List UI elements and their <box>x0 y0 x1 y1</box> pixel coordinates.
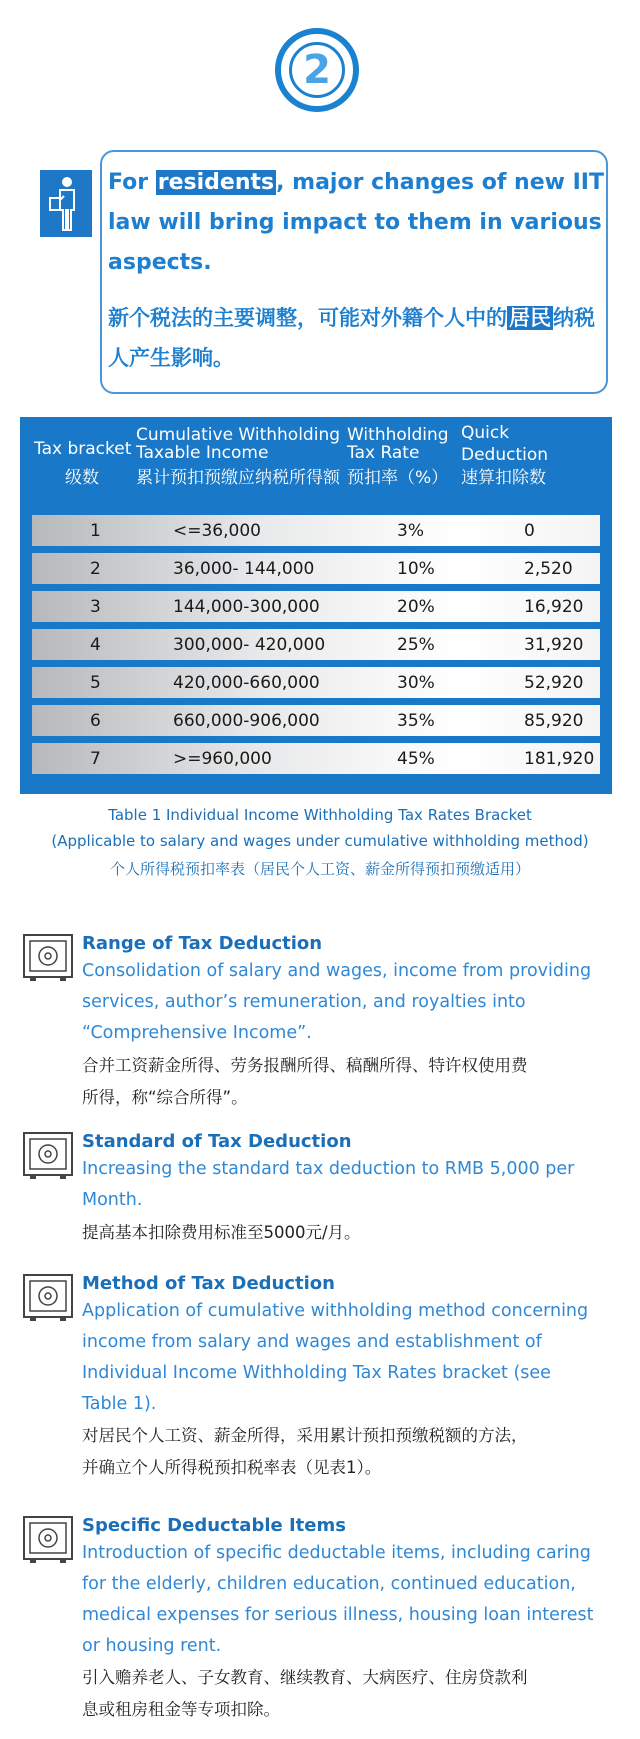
section-body-zh: 合并工资薪金所得、劳务报酬所得、稿酬所得、特许权使用费 所得，称“综合所得”。 <box>82 1056 528 1107</box>
section-title: Method of Tax Deduction <box>82 1273 335 1294</box>
safe-icon <box>22 1515 78 1565</box>
table-row: 4 300,000- 420,000 25% 31,920 <box>32 629 600 660</box>
header-income-en-1: Cumulative Withholding <box>136 425 341 445</box>
intro-english: For residents, major changes of new IIT law will bring impact to them in various aspects. <box>108 170 604 275</box>
section-body-en: Application of cumulative withholding method concerning income from salary and wages and establishment of Individual Income Withholding Tax Rates bracket (see Table 1). <box>82 1301 589 1414</box>
table-caption-title: Table 1 Individual Income Withholding Tax Rates Bracket <box>108 806 532 824</box>
section-title: Standard of Tax Deduction <box>82 1131 352 1152</box>
table-caption-chinese: 个人所得税预扣率表（居民个人工资、薪金所得预扣预缴适用） <box>109 860 530 878</box>
safe-icon <box>22 1273 78 1323</box>
safe-icon <box>22 933 78 983</box>
table-row: 5 420,000-660,000 30% 52,920 <box>32 667 600 698</box>
highlight-residents: residents <box>157 170 275 195</box>
section-number: 2 <box>289 42 345 98</box>
section-body-zh: 提高基本扣除费用标准至5000元/月。 <box>82 1223 361 1242</box>
section-title: Specific Deductable Items <box>82 1515 346 1536</box>
section-title: Range of Tax Deduction <box>82 933 323 954</box>
header-income-zh: 累计预扣预缴应纳税所得额 <box>136 468 340 488</box>
header-bracket-en: Tax bracket <box>34 439 132 459</box>
table-caption-note: (Applicable to salary and wages under cumulative withholding method) <box>51 832 589 850</box>
section-body-zh: 引入赡养老人、子女教育、继续教育、大病医疗、住房贷款利 息或租房租金等专项扣除。 <box>82 1668 528 1719</box>
section-body-en: Consolidation of salary and wages, income from providing services, author’s remuneration, and royalties into “Comprehensive Income”. <box>82 961 592 1043</box>
header-deduction-en-2: Deduction <box>461 445 549 465</box>
table-row: 2 36,000- 144,000 10% 2,520 <box>32 553 600 584</box>
section-number-badge <box>275 28 359 112</box>
tax-rate-table <box>20 417 612 794</box>
header-bracket-zh: 级数 <box>65 468 99 488</box>
header-income-en-2: Taxable Income <box>136 443 269 463</box>
header-rate-en-2: Tax Rate <box>347 443 420 463</box>
highlight-resident-zh: 居民 <box>509 306 551 330</box>
table-row: 3 144,000-300,000 20% 16,920 <box>32 591 600 622</box>
safe-icon <box>22 1131 78 1181</box>
section-body-en: Introduction of specific deductable items, including caring for the elderly, children education, continued education, medical expenses for serious illness, housing loan interest or housing rent. <box>82 1543 594 1656</box>
header-deduction-zh: 速算扣除数 <box>461 468 546 488</box>
table-row: 1 <=36,000 3% 0 <box>32 515 600 546</box>
header-deduction-en-1: Quick <box>461 423 510 443</box>
person-icon <box>40 170 92 237</box>
intro-chinese: 新个税法的主要调整，可能对外籍个人中的居民纳税人产生影响。 <box>108 306 595 370</box>
table-row: 6 660,000-906,000 35% 85,920 <box>32 705 600 736</box>
table-row: 7 >=960,000 45% 181,920 <box>32 743 600 774</box>
header-rate-zh: 预扣率（%） <box>347 468 449 488</box>
header-rate-en-1: Withholding <box>347 425 449 445</box>
section-body-en: Increasing the standard tax deduction to RMB 5,000 per Month. <box>82 1159 575 1210</box>
section-body-zh: 对居民个人工资、薪金所得，采用累计预扣预缴税额的方法， 并确立个人所得税预扣税率表（见表1）。 <box>82 1426 528 1477</box>
